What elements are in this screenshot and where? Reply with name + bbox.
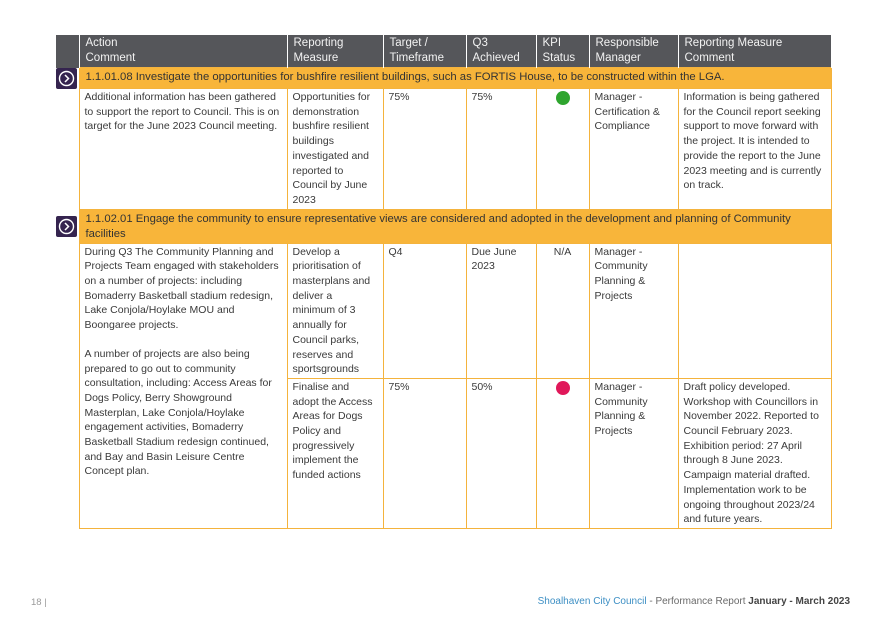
- q3-achieved: 75%: [466, 89, 536, 210]
- expand-cell[interactable]: [56, 68, 79, 89]
- footer-period: January - March 2023: [748, 596, 850, 607]
- header-spacer: [56, 35, 79, 68]
- q3-achieved: 50%: [466, 378, 536, 528]
- action-title: 1.1.01.08 Investigate the opportunities for bushfire resilient buildings, such as FORTIS House, to be constructed within the LGA.: [79, 68, 831, 89]
- footer-separator: - Performance Report: [646, 596, 749, 607]
- report-footer: [538, 596, 850, 607]
- kpi-status-dot: [556, 91, 570, 105]
- kpi-status: [536, 243, 589, 378]
- target-timeframe: 75%: [383, 89, 466, 210]
- performance-table: [56, 35, 832, 529]
- footer-org: Shoalhaven City Council: [537, 596, 647, 607]
- chevron-right-circle-icon[interactable]: [56, 216, 77, 237]
- chevron-right-circle-icon[interactable]: [56, 68, 77, 89]
- table-row: [56, 243, 831, 378]
- measure-comment: Draft policy developed. Workshop with Councillors in November 2022. Reported to Council February 2023. Exhibition period: 27 April through 8 June 2023. Campaign material drafted. Implementation work to be ongoing throughout 2023/24 and future years.: [678, 378, 831, 528]
- header-reporting-measure: Reporting Measure: [287, 35, 383, 68]
- kpi-status-dot: [556, 381, 570, 395]
- reporting-measure: Develop a prioritisation of masterplans and deliver a minimum of 3 annually for Council parks, reserves and sportsgrounds: [287, 243, 383, 378]
- responsible-manager: Manager - Community Planning & Projects: [589, 378, 678, 528]
- target-timeframe: Q4: [383, 243, 466, 378]
- responsible-manager: Manager - Community Planning & Projects: [589, 243, 678, 378]
- header-measure-comment: Reporting Measure Comment: [678, 35, 831, 68]
- reporting-measure: Opportunities for demonstration bushfire resilient buildings investigated and reported to Council by June 2023: [287, 89, 383, 210]
- header-kpi-status: KPI Status: [536, 35, 589, 68]
- measure-comment: [678, 243, 831, 378]
- table-header-row: [56, 35, 831, 68]
- action-row: [56, 209, 831, 243]
- action-title: 1.1.02.01 Engage the community to ensure representative views are considered and adopted in the development and planning of Community facilities: [79, 209, 831, 243]
- reporting-measure: Finalise and adopt the Access Areas for Dogs Policy and progressively implement the funded actions: [287, 378, 383, 528]
- page-number: 18 |: [31, 597, 47, 608]
- q3-achieved: Due June 2023: [466, 243, 536, 378]
- action-comment: Additional information has been gathered to support the report to Council. This is on target for the June 2023 Council meeting.: [79, 89, 287, 210]
- kpi-status: [536, 89, 589, 210]
- kpi-status-text: N/A: [553, 245, 572, 258]
- table-row: [56, 89, 831, 210]
- comment-paragraph: A number of projects are also being prepared to go out to community consultation, including: Access Areas for Dogs Policy, Berry Showground Masterplan, Lake Conjola/Hoylake engagement activities, Bomaderry Basketball Stadium redesign continued, and Bay and Basin Leisure Centre Concept plan.: [84, 347, 272, 478]
- comment-paragraph: During Q3 The Community Planning and Projects Team engaged with stakeholders on a number of projects: including Bomaderry Basketball stadium redesign, Lake Conjola/Hoylake MOU and Boongaree projects.: [84, 245, 279, 332]
- measure-comment: Information is being gathered for the Council report seeking support to move forward with the project. It is intended to provide the report to the June 2023 meeting and is currently on track.: [678, 89, 831, 210]
- header-responsible-manager: Responsible Manager: [589, 35, 678, 68]
- header-target-timeframe: Target / Timeframe: [383, 35, 466, 68]
- target-timeframe: 75%: [383, 378, 466, 528]
- expand-cell[interactable]: [56, 209, 79, 243]
- kpi-status: [536, 378, 589, 528]
- header-q3-achieved: Q3 Achieved: [466, 35, 536, 68]
- action-comment: [79, 243, 287, 528]
- header-action-comment: Action Comment: [79, 35, 287, 68]
- action-row: [56, 68, 831, 89]
- responsible-manager: Manager - Certification & Compliance: [589, 89, 678, 210]
